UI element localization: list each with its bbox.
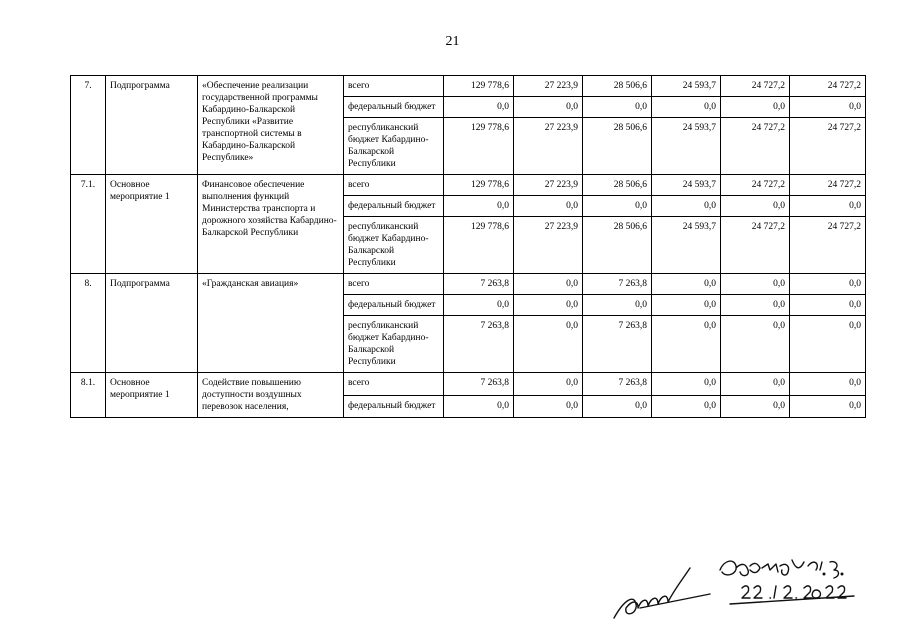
amount-cell: 24 727,2 (790, 76, 866, 97)
amount-cell: 0,0 (721, 316, 790, 373)
row-type: Подпрограмма (106, 274, 198, 373)
amount-cell: 0,0 (721, 97, 790, 118)
amount-cell: 0,0 (790, 373, 866, 396)
amount-cell: 24 727,2 (721, 76, 790, 97)
amount-cell: 0,0 (444, 97, 514, 118)
amount-cell: 0,0 (790, 274, 866, 295)
funding-source: федеральный бюджет (344, 196, 444, 217)
amount-cell: 24 727,2 (790, 217, 866, 274)
amount-cell: 7 263,8 (583, 373, 652, 396)
handwritten-signature (610, 548, 870, 628)
amount-cell: 27 223,9 (514, 76, 583, 97)
amount-cell: 0,0 (652, 395, 721, 418)
amount-cell: 0,0 (583, 295, 652, 316)
row-name: «Гражданская авиация» (198, 274, 344, 373)
funding-source: федеральный бюджет (344, 395, 444, 418)
amount-cell: 7 263,8 (444, 373, 514, 396)
row-type: Основное мероприятие 1 (106, 373, 198, 418)
amount-cell: 7 263,8 (583, 316, 652, 373)
amount-cell: 0,0 (652, 274, 721, 295)
row-name: «Обеспечение реализации государственной программы Кабардино-Балкарской Республики «Развитие транспортной системы в Кабардино-Балкарской Республике» (198, 76, 344, 175)
amount-cell: 0,0 (444, 196, 514, 217)
amount-cell: 0,0 (790, 97, 866, 118)
amount-cell: 24 727,2 (790, 175, 866, 196)
amount-cell: 27 223,9 (514, 175, 583, 196)
amount-cell: 0,0 (514, 373, 583, 396)
funding-source: федеральный бюджет (344, 97, 444, 118)
amount-cell: 0,0 (514, 274, 583, 295)
amount-cell: 0,0 (514, 97, 583, 118)
row-number: 8.1. (71, 373, 106, 418)
amount-cell: 28 506,6 (583, 217, 652, 274)
amount-cell: 0,0 (790, 295, 866, 316)
amount-cell: 24 593,7 (652, 217, 721, 274)
amount-cell: 24 593,7 (652, 118, 721, 175)
amount-cell: 0,0 (444, 395, 514, 418)
amount-cell: 7 263,8 (444, 316, 514, 373)
amount-cell: 0,0 (444, 295, 514, 316)
amount-cell: 0,0 (652, 196, 721, 217)
table-row (71, 76, 866, 97)
funding-source: федеральный бюджет (344, 295, 444, 316)
funding-source: республиканский бюджет Кабардино-Балкарской Республики (344, 118, 444, 175)
amount-cell: 28 506,6 (583, 118, 652, 175)
amount-cell: 24 593,7 (652, 76, 721, 97)
funding-source: всего (344, 274, 444, 295)
page-number: 21 (445, 34, 460, 49)
amount-cell: 24 727,2 (721, 175, 790, 196)
amount-cell: 0,0 (721, 295, 790, 316)
amount-cell: 0,0 (790, 395, 866, 418)
funding-source: всего (344, 373, 444, 396)
funding-source: республиканский бюджет Кабардино-Балкарской Республики (344, 217, 444, 274)
table-row (71, 274, 866, 295)
amount-cell: 129 778,6 (444, 118, 514, 175)
amount-cell: 27 223,9 (514, 118, 583, 175)
amount-cell: 129 778,6 (444, 76, 514, 97)
funding-source: всего (344, 175, 444, 196)
amount-cell: 0,0 (514, 395, 583, 418)
amount-cell: 129 778,6 (444, 217, 514, 274)
amount-cell: 0,0 (721, 196, 790, 217)
budget-table (70, 75, 866, 418)
table-row (71, 175, 866, 196)
amount-cell: 7 263,8 (444, 274, 514, 295)
row-type: Основное мероприятие 1 (106, 175, 198, 274)
amount-cell: 0,0 (514, 196, 583, 217)
amount-cell: 0,0 (583, 97, 652, 118)
table-row (71, 373, 866, 396)
amount-cell: 0,0 (514, 316, 583, 373)
row-number: 7.1. (71, 175, 106, 274)
amount-cell: 0,0 (514, 295, 583, 316)
funding-source: республиканский бюджет Кабардино-Балкарской Республики (344, 316, 444, 373)
amount-cell: 0,0 (721, 274, 790, 295)
amount-cell: 27 223,9 (514, 217, 583, 274)
row-number: 8. (71, 274, 106, 373)
amount-cell: 7 263,8 (583, 274, 652, 295)
funding-source: всего (344, 76, 444, 97)
amount-cell: 0,0 (721, 373, 790, 396)
amount-cell: 0,0 (583, 196, 652, 217)
amount-cell: 24 727,2 (721, 217, 790, 274)
amount-cell: 0,0 (652, 316, 721, 373)
row-number: 7. (71, 76, 106, 175)
amount-cell: 129 778,6 (444, 175, 514, 196)
amount-cell: 0,0 (790, 196, 866, 217)
table-body (71, 76, 866, 418)
amount-cell: 0,0 (652, 97, 721, 118)
row-type: Подпрограмма (106, 76, 198, 175)
amount-cell: 0,0 (652, 295, 721, 316)
amount-cell: 0,0 (721, 395, 790, 418)
amount-cell: 24 727,2 (790, 118, 866, 175)
row-name: Финансовое обеспечение выполнения функций Министерства транспорта и дорожного хозяйства Кабардино-Балкарской Республики (198, 175, 344, 274)
amount-cell: 24 727,2 (721, 118, 790, 175)
amount-cell: 28 506,6 (583, 76, 652, 97)
amount-cell: 0,0 (790, 316, 866, 373)
amount-cell: 0,0 (652, 373, 721, 396)
amount-cell: 28 506,6 (583, 175, 652, 196)
amount-cell: 0,0 (583, 395, 652, 418)
row-name: Содействие повышению доступности воздушных перевозок населения, (198, 373, 344, 418)
amount-cell: 24 593,7 (652, 175, 721, 196)
